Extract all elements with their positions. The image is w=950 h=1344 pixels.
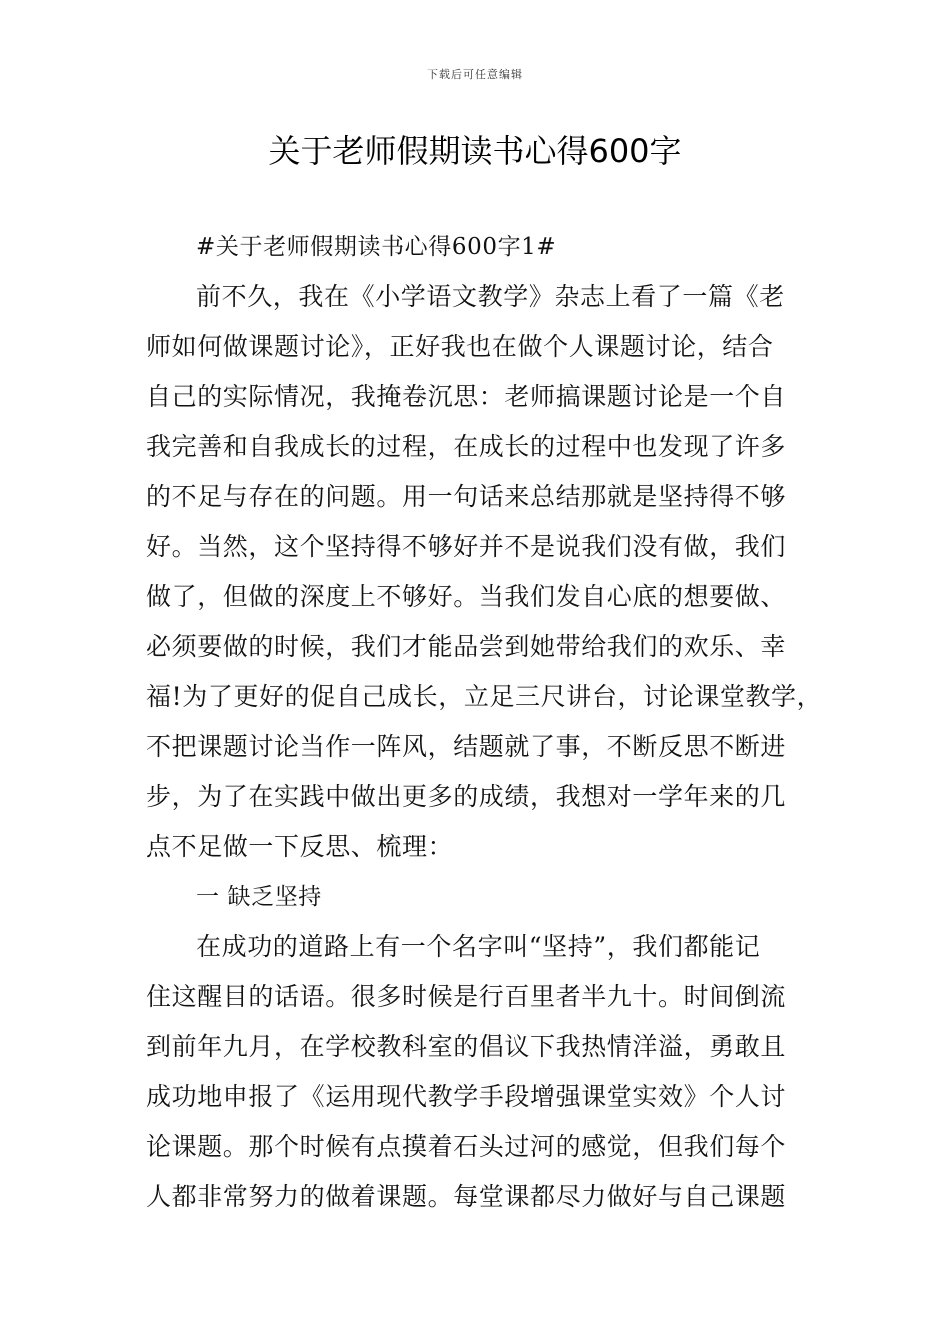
section-heading-line: #关于老师假期读书心得600字1# — [196, 234, 557, 260]
document-body — [146, 232, 823, 1232]
header-note: 下载后可任意编辑 — [427, 68, 523, 81]
body-text-line: 到前年九月，在学校教科室的倡议下我热情洋溢，勇敢且 — [146, 1032, 787, 1061]
body-text-line: 步，为了在实践中做出更多的成绩，我想对一学年来的几 — [146, 782, 787, 811]
body-text-line: 福!为了更好的促自己成长，立足三尺讲台，讨论课堂教学， — [146, 682, 823, 711]
body-text-line: 前不久，我在《小学语文教学》杂志上看了一篇《老 — [196, 282, 785, 311]
body-text-line: 做了，但做的深度上不够好。当我们发自心底的想要做、 — [146, 582, 787, 611]
body-text-line: 成功地申报了《运用现代教学手段增强课堂实效》个人讨 — [146, 1082, 787, 1111]
body-text-line: 的不足与存在的问题。用一句话来总结那就是坚持得不够 — [146, 482, 787, 511]
section-heading-line: 一 缺乏坚持 — [196, 884, 322, 910]
body-text-line: 必须要做的时候，我们才能品尝到她带给我们的欢乐、幸 — [146, 632, 787, 661]
body-text-line: 论课题。那个时候有点摸着石头过河的感觉，但我们每个 — [146, 1132, 787, 1161]
body-text-line: 自己的实际情况，我掩卷沉思：老师搞课题讨论是一个自 — [146, 382, 787, 411]
body-text-line: 住这醒目的话语。很多时候是行百里者半九十。时间倒流 — [146, 982, 787, 1011]
body-text-line: 点不足做一下反思、梳理： — [146, 832, 454, 861]
body-text-line: 我完善和自我成长的过程，在成长的过程中也发现了许多 — [146, 432, 787, 461]
body-text-line: 不把课题讨论当作一阵风，结题就了事，不断反思不断进 — [146, 732, 787, 761]
body-text-line: 师如何做课题讨论》，正好我也在做个人课题讨论，结合 — [146, 332, 774, 361]
body-text-line: 在成功的道路上有一个名字叫“坚持”，我们都能记 — [196, 932, 761, 961]
document-title: 关于老师假期读书心得600字 — [268, 132, 682, 170]
body-text-line: 好。当然，这个坚持得不够好并不是说我们没有做，我们 — [146, 532, 787, 561]
body-text-line: 人都非常努力的做着课题。每堂课都尽力做好与自己课题 — [146, 1182, 787, 1211]
